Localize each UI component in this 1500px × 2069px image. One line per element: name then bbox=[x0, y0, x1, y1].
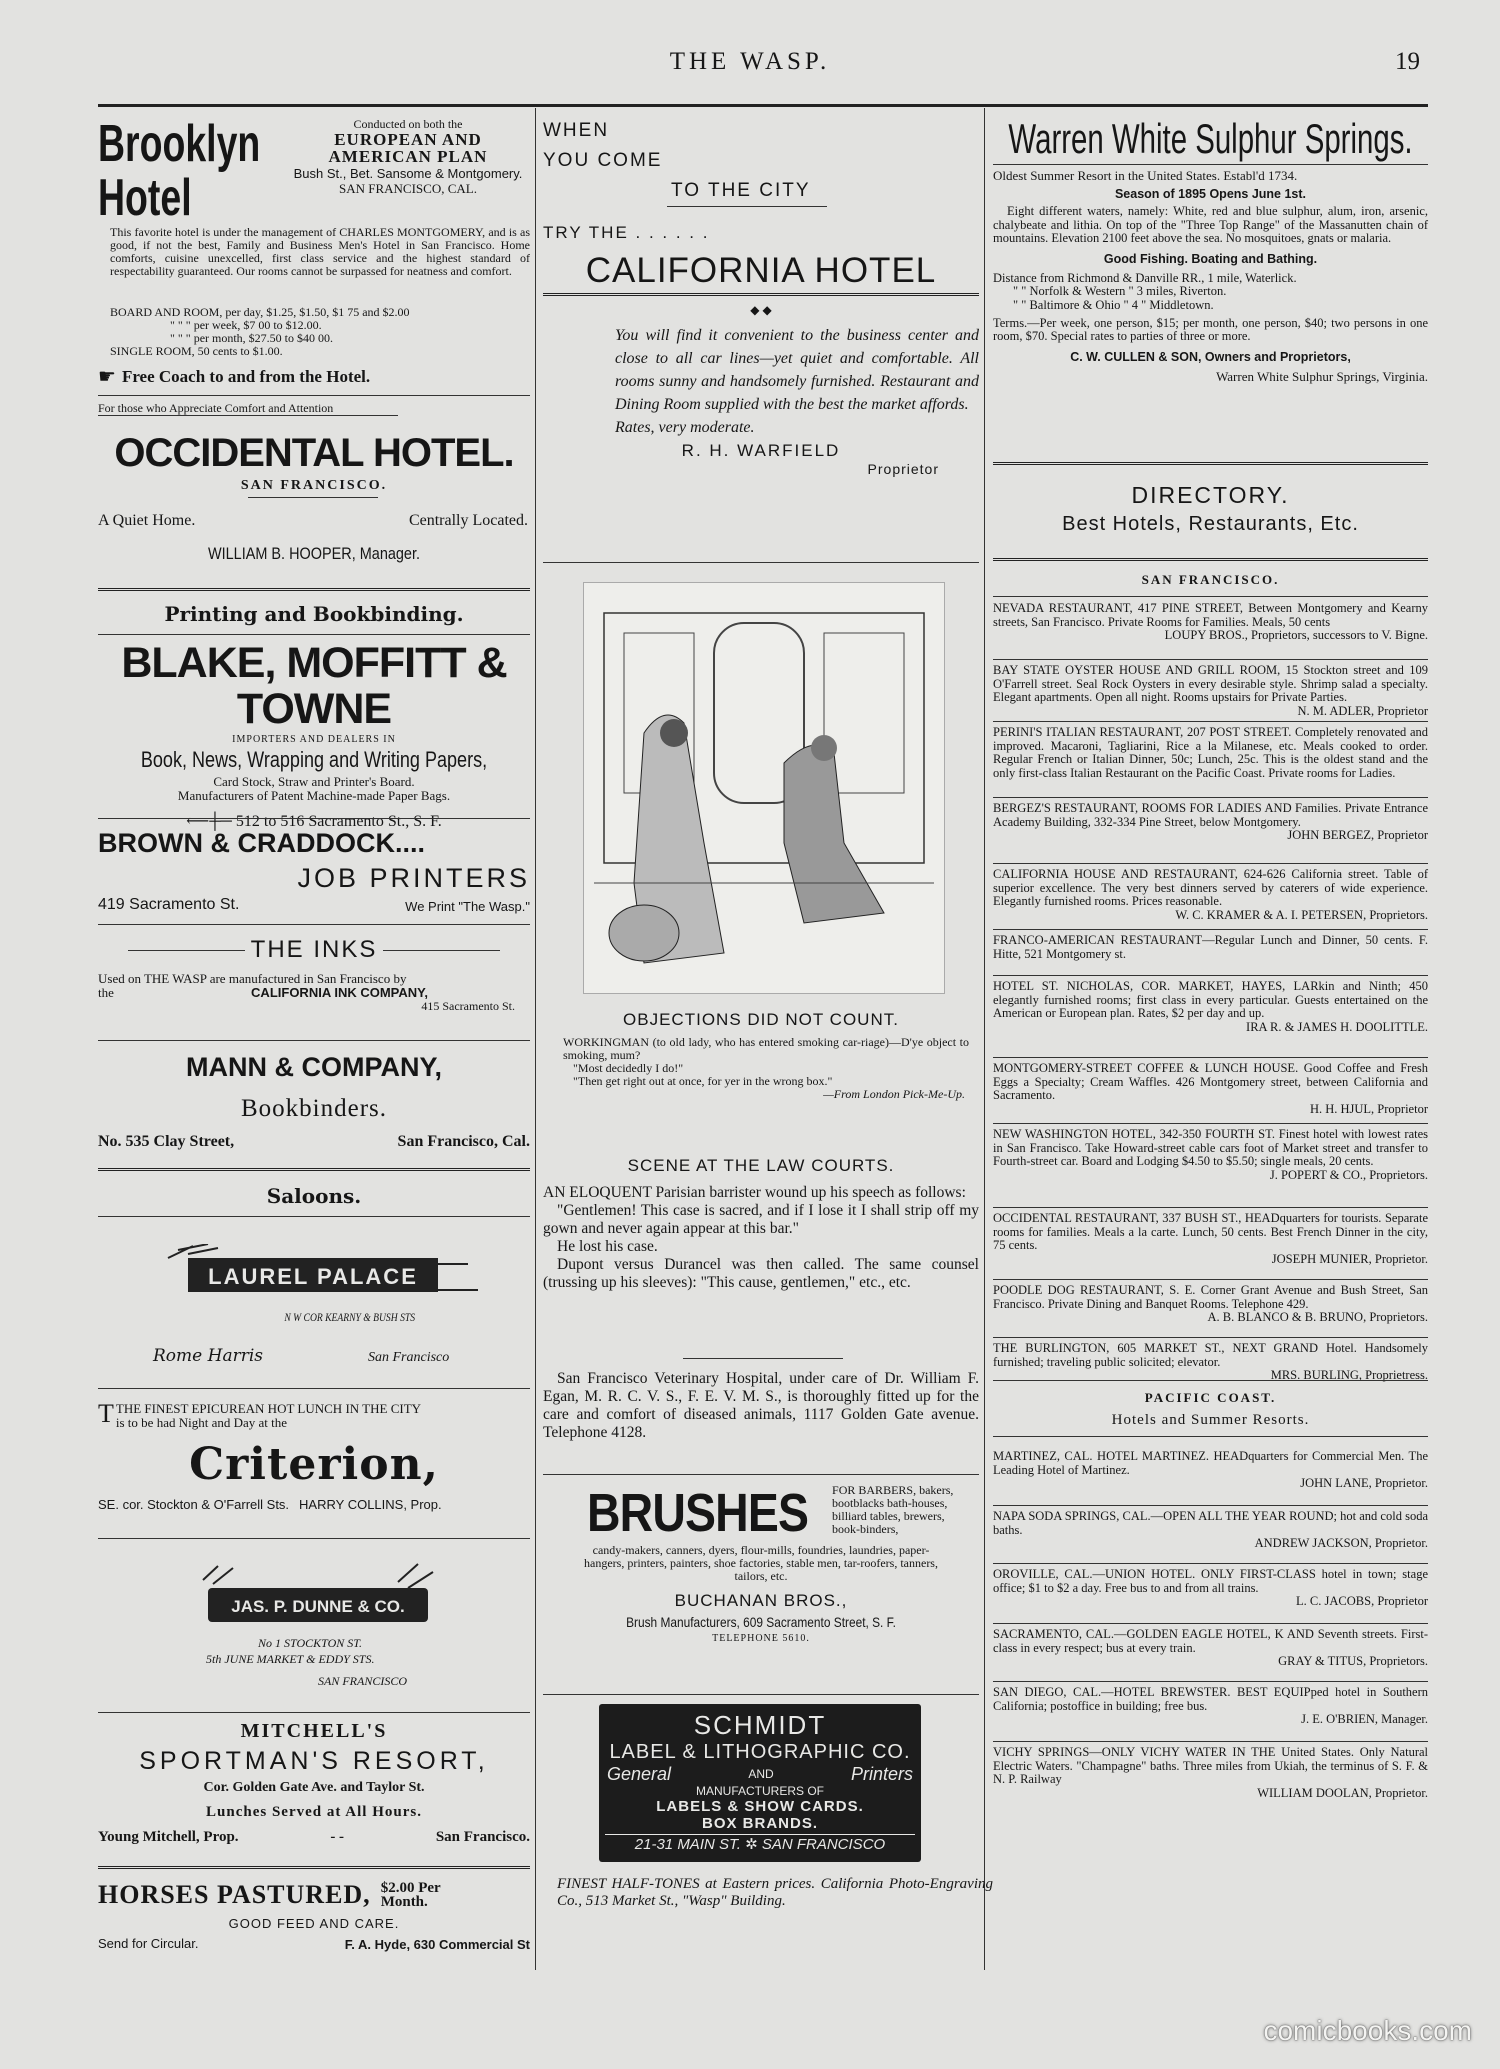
divider bbox=[993, 596, 1428, 597]
cal-city: TO THE CITY bbox=[671, 180, 811, 201]
vet-hospital-notice: San Francisco Veterinary Hospital, under care of Dr. William F. Egan, M. R. C. V. S., F. E. V. M. S., is thoroughly fitted up for the care and comfort of diseased animals, 1117 Golden Gate avenue. Telephone 4128. bbox=[543, 1370, 979, 1441]
divider bbox=[993, 558, 1428, 564]
directory-entry bbox=[993, 868, 1428, 922]
directory-entry bbox=[993, 664, 1428, 718]
brushes-word: BRUSHES bbox=[587, 1483, 809, 1543]
divider bbox=[993, 164, 1428, 165]
divider bbox=[98, 818, 530, 819]
rate-line: BOARD AND ROOM, per day, $1.25, $1.50, $1 75 and $2.00 bbox=[110, 305, 410, 319]
brooklyn-city: SAN FRANCISCO, CAL. bbox=[339, 181, 477, 196]
mitchell-resort: SPORTMAN'S RESORT, bbox=[139, 1747, 489, 1775]
directory-pacific-heading: PACIFIC COAST. bbox=[1144, 1390, 1277, 1405]
page-header bbox=[0, 48, 1500, 88]
divider bbox=[98, 588, 530, 594]
warren-description: Eight different waters, namely: White, red and blue sulphur, alum, iron, arsenic, chalybeate and lithia. On top of the "Three Top Range" of the Massanutten chain of mountains. Elevation 2100 feet above the sea. No mosquitoes, gnats or malaria. bbox=[993, 204, 1428, 246]
occidental-city: SAN FRANCISCO. bbox=[240, 478, 388, 493]
divider bbox=[993, 797, 1428, 798]
blake-line-1: Card Stock, Straw and Printer's Board. bbox=[213, 774, 415, 789]
directory-entry-text: SACRAMENTO, CAL.—GOLDEN EAGLE HOTEL, K AND Seventh streets. First-class in every respect; bus at every train. bbox=[993, 1627, 1428, 1655]
cal-try: TRY THE . . . . . . bbox=[543, 223, 710, 242]
divider bbox=[667, 206, 827, 207]
divider bbox=[543, 1474, 979, 1475]
blake-name: BLAKE, MOFFITT & TOWNE bbox=[121, 639, 507, 733]
column-divider bbox=[984, 108, 985, 1970]
directory-entry-text: SAN DIEGO, CAL.—HOTEL BREWSTER. BEST EQUIPped hotel in Southern California; postoffice in building; free bus. bbox=[993, 1685, 1428, 1713]
warren-terms: Terms.—Per week, one person, $15; per month, one person, $40; two persons in one room, $70. Special rates to parties of three or more. bbox=[993, 315, 1428, 344]
divider bbox=[543, 562, 979, 563]
directory-entry-signature: H. H. HJUL, Proprietor bbox=[1309, 1101, 1428, 1116]
directory-entry-text: THE BURLINGTON, 605 MARKET ST., NEXT GRAND Hotel. Handsomely furnished; traveling public solicited; elevator. bbox=[993, 1341, 1428, 1369]
directory-entry bbox=[993, 1746, 1428, 1800]
directory-entry-signature: N. M. ADLER, Proprietor bbox=[1297, 703, 1428, 718]
divider bbox=[993, 1436, 1428, 1437]
directory-entry-signature: JOSEPH MUNIER, Proprietor. bbox=[1271, 1251, 1428, 1266]
law-p1: AN ELOQUENT Parisian barrister wound up his speech as follows: bbox=[543, 1184, 966, 1201]
horses-hyde: F. A. Hyde, 630 Commercial St bbox=[344, 1937, 530, 1952]
mann-trade: Bookbinders. bbox=[240, 1095, 388, 1122]
inks-heading: THE INKS bbox=[250, 936, 378, 963]
law-p3: He lost his case. bbox=[557, 1238, 658, 1255]
inks-ad bbox=[98, 936, 530, 1036]
directory-entry-signature: IRA R. & JAMES H. DOOLITTLE. bbox=[1246, 1019, 1428, 1034]
page-number: 19 bbox=[1395, 48, 1420, 75]
schmidt-general: General bbox=[607, 1764, 672, 1784]
mitchell-dots: - - bbox=[330, 1829, 345, 1845]
divider bbox=[98, 1538, 530, 1539]
divider bbox=[993, 1505, 1428, 1506]
brushes-company: BUCHANAN BROS., bbox=[674, 1591, 848, 1610]
brushes-telephone: TELEPHONE 5610. bbox=[712, 1633, 810, 1644]
horses-feed: GOOD FEED AND CARE. bbox=[228, 1916, 400, 1931]
directory-subtitle: Best Hotels, Restaurants, Etc. bbox=[1062, 513, 1359, 535]
blake-line-2: Manufacturers of Patent Machine-made Paper Bags. bbox=[177, 788, 451, 803]
cartoon-caption: OBJECTIONS DID NOT COUNT. bbox=[623, 1010, 899, 1029]
horses-per: Per bbox=[418, 1880, 441, 1896]
brooklyn-name-2: Hotel bbox=[98, 169, 192, 227]
warren-season: Season of 1895 Opens June 1st. bbox=[1114, 187, 1307, 201]
blake-papers: Book, News, Wrapping and Writing Papers, bbox=[140, 747, 488, 772]
inks-address: 415 Sacramento St. bbox=[421, 999, 515, 1013]
arrow-icon: ⟵┼─ bbox=[186, 813, 236, 830]
cartoon-illustration bbox=[583, 582, 945, 994]
laurel-name: LAUREL PALACE bbox=[208, 1264, 418, 1289]
directory-entry-text: VICHY SPRINGS—ONLY VICHY WATER IN THE United States. Only Natural Electric Waters. "Champagne" baths. Three miles from Ukiah, the terminus of S. F. & N. P. Railway bbox=[993, 1745, 1428, 1787]
cal-role: Proprietor bbox=[867, 461, 939, 477]
horses-ad bbox=[98, 1880, 530, 1960]
directory-entry-text: BERGEZ'S RESTAURANT, ROOMS FOR LADIES AND Families. Private Entrance Academy Building, 332-334 Pine Street, below Montgomery. bbox=[993, 801, 1428, 829]
warren-owners: C. W. CULLEN & SON, Owners and Proprietors, bbox=[1070, 349, 1351, 364]
saloons-heading: Saloons. bbox=[266, 1184, 362, 1208]
directory-entry bbox=[993, 1450, 1428, 1491]
journal-title: THE WASP. bbox=[669, 48, 831, 75]
divider bbox=[543, 1694, 979, 1695]
laurel-address: N W COR KEARNY & BUSH STS bbox=[284, 1310, 416, 1324]
directory-entry bbox=[993, 1510, 1428, 1551]
directory-entry bbox=[993, 1128, 1428, 1182]
directory-entry-text: BAY STATE OYSTER HOUSE AND GRILL ROOM, 15 Stockton street and 109 O'Farrell street. Seal Rock Oysters in every desirable style. Shrimp salad a specialty. Elegant apartments. Open all night. Rooms upstairs for Private Parties. bbox=[993, 663, 1428, 705]
divider bbox=[98, 415, 398, 416]
blake-address: ⟵┼─ 512 to 516 Sacramento St., S. F. bbox=[186, 813, 442, 830]
divider bbox=[98, 1216, 530, 1217]
warren-line-1: Oldest Summer Resort in the United States. Establ'd 1734. bbox=[993, 168, 1298, 183]
divider bbox=[993, 1207, 1428, 1208]
directory-entry-signature: WILLIAM DOOLAN, Proprietor. bbox=[1257, 1785, 1428, 1800]
directory-entry-signature: JOHN LANE, Proprietor. bbox=[1300, 1476, 1428, 1491]
brown-print: We Print "The Wasp." bbox=[405, 899, 530, 914]
cartoon-line-3: "Then get right out at once, for yer in the wrong box." bbox=[573, 1074, 833, 1088]
warren-distance-3: " " Baltimore & Ohio " 4 " Middletown. bbox=[1013, 297, 1214, 312]
warren-distance-2: " " Norfolk & Western " 3 miles, Riverton. bbox=[1013, 284, 1227, 299]
watermark: comicbooks.com bbox=[1263, 2015, 1472, 2046]
header-rule bbox=[98, 104, 1428, 107]
mitchell-city: San Francisco. bbox=[435, 1829, 530, 1845]
california-hotel-ad bbox=[543, 116, 979, 556]
directory-entry-signature: J. E. O'BRIEN, Manager. bbox=[1301, 1712, 1428, 1727]
directory-entry-text: OROVILLE, CAL.—UNION HOTEL. ONLY FIRST-CLASS hotel in town; stage office; $1 to $2 a day. Free bus to and from all trains. bbox=[993, 1567, 1428, 1595]
directory-entry bbox=[993, 1062, 1428, 1116]
laurel-owner: Rome Harris bbox=[153, 1346, 263, 1366]
divider bbox=[98, 1040, 530, 1041]
cartoon-line-2: "Most decidedly I do!" bbox=[573, 1061, 684, 1075]
occidental-manager: WILLIAM B. HOOPER, Manager. bbox=[207, 544, 420, 563]
directory-entry-signature: ANDREW JACKSON, Proprietor. bbox=[1254, 1536, 1428, 1551]
cartoon-source: —From London Pick-Me-Up. bbox=[823, 1087, 965, 1101]
laurel-city: San Francisco bbox=[368, 1350, 450, 1365]
blake-sub: IMPORTERS AND DEALERS IN bbox=[232, 734, 396, 745]
directory-entry-signature: J. POPERT & CO., Proprietors. bbox=[1269, 1167, 1428, 1182]
criterion-prop: HARRY COLLINS, Prop. bbox=[299, 1497, 442, 1512]
directory-entry-text: MONTGOMERY-STREET COFFEE & LUNCH HOUSE. Good Coffee and Fresh Eggs a Specialty; Cream Waffles. 426 Montgomery street, between California and Sacramento. bbox=[993, 1061, 1428, 1103]
directory-entry-signature: A. B. BLANCO & B. BRUNO, Proprietors. bbox=[1207, 1310, 1428, 1325]
occidental-name: OCCIDENTAL HOTEL. bbox=[114, 431, 514, 475]
criterion-intro: THE FINEST EPICUREAN HOT LUNCH IN THE CITY bbox=[115, 1401, 422, 1416]
directory-entry-text: PERINI'S ITALIAN RESTAURANT, 207 POST STREET. Completely renovated and improved. Macaroni, Tagliarini, Rice a la Milanese, etc. Meals cooked to order. Regular French or Italian Dinner, 50c; Lunch, 25c. This is the oldest stand and the only first-class Italian Restaurant on the Pacific Coast. Private rooms for Ladies. bbox=[993, 725, 1428, 780]
pointing-hand-icon: ☛ bbox=[98, 366, 116, 388]
schmidt-and: AND bbox=[748, 1767, 774, 1781]
cal-you: YOU COME bbox=[543, 150, 663, 171]
directory-header bbox=[993, 482, 1428, 542]
criterion-intro-2: is to be had Night and Day at the bbox=[115, 1415, 288, 1430]
schmidt-name: SCHMIDT bbox=[693, 1710, 827, 1740]
dunne-city: SAN FRANCISCO bbox=[318, 1674, 407, 1688]
rate-line: SINGLE ROOM, 50 cents to $1.00. bbox=[110, 344, 283, 358]
inks-text: Used on THE WASP are manufactured in San Francisco by bbox=[98, 971, 407, 986]
directory-entry-text: MARTINEZ, CAL. HOTEL MARTINEZ. HEADquarters for Commercial Men. The Leading Hotel of Martinez. bbox=[993, 1449, 1428, 1477]
warren-location: Warren White Sulphur Springs, Virginia. bbox=[1216, 368, 1428, 384]
printing-heading: Printing and Bookbinding. bbox=[164, 602, 464, 626]
criterion-ad bbox=[98, 1399, 530, 1512]
directory-entry bbox=[993, 1686, 1428, 1727]
directory-entry-signature: JOHN BERGEZ, Proprietor bbox=[1287, 828, 1428, 843]
brooklyn-hotel-ad bbox=[98, 115, 530, 388]
brushes-list: candy-makers, canners, dyers, flour-mills, foundries, laundries, paper-hangers, printers, painters, shoe factories, stable men, tar-roofers, tanners, tailors, etc. bbox=[584, 1543, 938, 1583]
dunne-logo bbox=[98, 1560, 530, 1710]
inks-the: the bbox=[98, 985, 114, 1000]
brooklyn-description: This favorite hotel is under the management of CHARLES MONTGOMERY, and is as good, if not the best, Family and Business Men's Hotel in San Francisco. Home comforts, cuisine unexcelled, first class service and the highest standard of respectability guaranteed. Our rooms cannot be surpassed for neatness and comfort. bbox=[110, 225, 530, 278]
cal-diamonds: ◆ ◆ bbox=[750, 303, 772, 317]
mann-name: MANN & COMPANY, bbox=[186, 1052, 442, 1082]
divider bbox=[98, 1712, 530, 1713]
divider bbox=[543, 293, 979, 299]
divider bbox=[993, 1337, 1428, 1338]
horses-send: Send for Circular. bbox=[98, 1936, 199, 1951]
directory-entry bbox=[993, 802, 1428, 843]
law-p4: Dupont versus Durancel was then called. The same counsel (trussing up his sleeves): "This cause, gentlemen," etc., etc. bbox=[543, 1256, 979, 1291]
directory-entry bbox=[993, 726, 1428, 780]
schmidt-address: 21-31 MAIN ST. ✲ SAN FRANCISCO bbox=[605, 1834, 915, 1853]
directory-entry-text: NEVADA RESTAURANT, 417 PINE STREET, Between Montgomery and Kearny streets, San Francisco. Private Rooms for Families. Meals, 50 cents bbox=[993, 601, 1428, 629]
mann-address: No. 535 Clay Street, bbox=[98, 1133, 235, 1150]
cal-name: CALIFORNIA HOTEL bbox=[585, 251, 937, 290]
drop-cap: T bbox=[98, 1399, 114, 1428]
directory-resorts-heading: Hotels and Summer Resorts. bbox=[1111, 1412, 1310, 1428]
halftones-notice: FINEST HALF-TONES at Eastern prices. California Photo-Engraving Co., 513 Market St., "Wasp" Building. bbox=[557, 1876, 993, 1909]
divider bbox=[993, 1123, 1428, 1124]
cartoon-caption-block bbox=[543, 1010, 979, 1122]
mitchell-address: Cor. Golden Gate Ave. and Taylor St. bbox=[203, 1780, 425, 1795]
cal-rates: Rates, very moderate. bbox=[615, 419, 755, 436]
law-heading: SCENE AT THE LAW COURTS. bbox=[627, 1156, 895, 1175]
divider bbox=[993, 659, 1428, 660]
inks-company: CALIFORNIA INK COMPANY, bbox=[251, 985, 428, 1000]
directory-entry-text: CALIFORNIA HOUSE AND RESTAURANT, 624-626 California street. Table of superior excellence. The very best dinners served by caterers of wide experience. Elegantly furnished rooms. Prices reasonable. bbox=[993, 867, 1428, 909]
criterion-name: Criterion, bbox=[189, 1439, 439, 1490]
divider bbox=[993, 929, 1428, 930]
directory-entry bbox=[993, 602, 1428, 643]
directory-entry bbox=[993, 980, 1428, 1034]
directory-entry-text: POODLE DOG RESTAURANT, S. E. Corner Grant Avenue and Bush Street, San Francisco. Private Dining and Banquet Rooms. Telephone 429. bbox=[993, 1283, 1428, 1311]
railway-carriage-drawing bbox=[584, 583, 944, 993]
divider bbox=[98, 634, 530, 635]
criterion-address: SE. cor. Stockton & O'Farrell Sts. bbox=[98, 1497, 290, 1512]
dunne-name: JAS. P. DUNNE & CO. bbox=[231, 1597, 405, 1616]
warren-distance-1: Distance from Richmond & Danville RR., 1 mile, Waterlick. bbox=[993, 270, 1297, 285]
rate-line: " " " per week, $7 00 to $12.00. bbox=[170, 318, 322, 332]
rate-line: " " " per month, $27.50 to $40 00. bbox=[170, 331, 334, 345]
divider bbox=[993, 1681, 1428, 1682]
cartoon-line-1: WORKINGMAN (to old lady, who has entered smoking car-riage)—D'ye object to smoking, mum? bbox=[563, 1035, 969, 1062]
divider bbox=[993, 1279, 1428, 1280]
divider bbox=[993, 863, 1428, 864]
horses-month: Month. bbox=[380, 1894, 428, 1910]
directory-entry-text: FRANCO-AMERICAN RESTAURANT—Regular Lunch and Dinner, 50 cents. F. Hitte, 521 Montgomery st. bbox=[993, 933, 1428, 961]
divider bbox=[993, 1057, 1428, 1058]
horses-price: $2.00 bbox=[380, 1880, 415, 1896]
occidental-hotel-ad bbox=[98, 400, 530, 582]
directory-sf-heading: SAN FRANCISCO. bbox=[1141, 572, 1280, 587]
blake-moffitt-towne-ad bbox=[98, 639, 530, 830]
directory-entry bbox=[993, 1212, 1428, 1266]
schmidt-box: BOX BRANDS. bbox=[701, 1815, 818, 1832]
warren-name: Warren White Sulphur Springs. bbox=[1008, 115, 1413, 162]
column-divider bbox=[535, 108, 536, 1970]
brushes-ad bbox=[543, 1484, 979, 1684]
cal-description: You will find it convenient to the business center and close to all car lines—yet quiet and comfortable. All rooms sunny and handsomely furnished. Restaurant and Dining Room supplied with the best the market affords. bbox=[615, 327, 979, 413]
law-p2: "Gentlemen! This case is sacred, and if I lose it I shall strip off my gown and never again appear at this bar." bbox=[543, 1202, 979, 1237]
divider bbox=[98, 1388, 530, 1389]
brooklyn-name-1: Brooklyn bbox=[98, 115, 261, 173]
horses-name: HORSES PASTURED, bbox=[98, 1880, 371, 1909]
mann-company-ad bbox=[98, 1052, 530, 1168]
divider bbox=[98, 395, 530, 396]
divider bbox=[98, 924, 530, 925]
directory-entry bbox=[993, 934, 1428, 961]
directory-entry-signature: L. C. JACOBS, Proprietor bbox=[1296, 1594, 1428, 1609]
brooklyn-conducted: Conducted on both the bbox=[353, 117, 463, 131]
brown-name: BROWN & CRADDOCK.... bbox=[98, 828, 425, 858]
mitchell-name: MITCHELL'S bbox=[240, 1720, 388, 1742]
divider bbox=[993, 1380, 1428, 1381]
directory-entry bbox=[993, 1628, 1428, 1669]
directory-title: DIRECTORY. bbox=[1131, 482, 1290, 508]
brushes-side: FOR BARBERS, bakers, bootblacks bath-houses, billiard tables, brewers, book-binders, bbox=[832, 1483, 954, 1536]
directory-entry bbox=[993, 1342, 1428, 1383]
directory-entry-text: OCCIDENTAL RESTAURANT, 337 BUSH ST., HEADquarters for tourists. Separate rooms for families. Meals a la carte. Lunch, 50 cents. Best French Dinner in the city, 75 cents. bbox=[993, 1211, 1428, 1253]
schmidt-label-ad bbox=[599, 1704, 921, 1862]
directory-entry-signature: W. C. KRAMER & A. I. PETERSEN, Proprietors. bbox=[1175, 907, 1428, 922]
divider bbox=[98, 1866, 530, 1872]
dunne-line-1: No 1 STOCKTON ST. bbox=[258, 1636, 363, 1650]
divider bbox=[993, 462, 1428, 468]
schmidt-printers: Printers bbox=[850, 1764, 913, 1784]
divider bbox=[993, 975, 1428, 976]
schmidt-labels: LABELS & SHOW CARDS. bbox=[656, 1798, 864, 1815]
occidental-intro: For those who Appreciate Comfort and Attention bbox=[98, 401, 334, 415]
divider bbox=[683, 1358, 843, 1359]
directory-entry bbox=[993, 1284, 1428, 1325]
mitchell-prop: Young Mitchell, Prop. bbox=[98, 1829, 239, 1845]
brooklyn-address: Bush St., Bet. Sansome & Montgomery. bbox=[293, 166, 523, 181]
directory-entry bbox=[993, 1568, 1428, 1609]
mitchell-lunch: Lunches Served at All Hours. bbox=[206, 1804, 422, 1820]
cal-owner: R. H. WARFIELD bbox=[681, 441, 841, 460]
occidental-located: Centrally Located. bbox=[408, 512, 528, 529]
brooklyn-plan-2: AMERICAN PLAN bbox=[328, 147, 488, 166]
divider bbox=[993, 1623, 1428, 1624]
schmidt-subname: LABEL & LITHOGRAPHIC CO. bbox=[609, 1741, 911, 1763]
mitchell-ad bbox=[98, 1720, 530, 1860]
brooklyn-plan-1: EUROPEAN AND bbox=[334, 130, 482, 149]
cal-when: WHEN bbox=[543, 120, 610, 141]
directory-entry-text: NEW WASHINGTON HOTEL, 342-350 FOURTH ST. Finest hotel with lowest rates in San Francisco. Take Howard-street cable cars foot of Market street and transfer to Fourth-street car. Board and Lodging $4.50 to $5.50; single meals, 20 cents. bbox=[993, 1127, 1428, 1169]
divider bbox=[993, 1741, 1428, 1742]
brooklyn-coach: Free Coach to and from the Hotel. bbox=[121, 366, 371, 386]
divider bbox=[993, 721, 1428, 722]
brown-craddock-ad bbox=[98, 828, 530, 928]
directory-entry-signature: LOUPY BROS., Proprietors, successors to V. Bigne. bbox=[1164, 628, 1428, 643]
directory-entry-text: HOTEL ST. NICHOLAS, COR. MARKET, HAYES, LARkin and Ninth; 450 elegantly furnished rooms; first class in every particular. Guests entertained on the American or European plan. Rates, $2 per day and up. bbox=[993, 979, 1428, 1021]
dunne-line-2: 5th JUNE MARKET & EDDY STS. bbox=[206, 1652, 375, 1666]
brooklyn-rates bbox=[110, 306, 530, 358]
laurel-palace-logo bbox=[148, 1244, 478, 1300]
warren-springs-ad bbox=[993, 116, 1428, 450]
directory-entry-signature: GRAY & TITUS, Proprietors. bbox=[1278, 1654, 1428, 1669]
divider bbox=[98, 1168, 530, 1174]
brushes-address: Brush Manufacturers, 609 Sacramento Street, S. F. bbox=[626, 1614, 896, 1630]
directory-entry-signature: MRS. BURLING, Proprietress. bbox=[1270, 1368, 1428, 1383]
mann-city: San Francisco, Cal. bbox=[397, 1133, 530, 1150]
directory-entry-text: NAPA SODA SPRINGS, CAL.—OPEN ALL THE YEAR ROUND; hot and cold soda baths. bbox=[993, 1509, 1428, 1537]
divider bbox=[993, 1563, 1428, 1564]
occidental-quiet: A Quiet Home. bbox=[98, 512, 196, 529]
schmidt-mfr: MANUFACTURERS OF bbox=[695, 1784, 824, 1798]
brown-job: JOB PRINTERS bbox=[297, 863, 530, 893]
warren-fishing: Good Fishing. Boating and Bathing. bbox=[1103, 251, 1318, 266]
brown-address: 419 Sacramento St. bbox=[98, 896, 240, 913]
divider bbox=[248, 497, 378, 498]
